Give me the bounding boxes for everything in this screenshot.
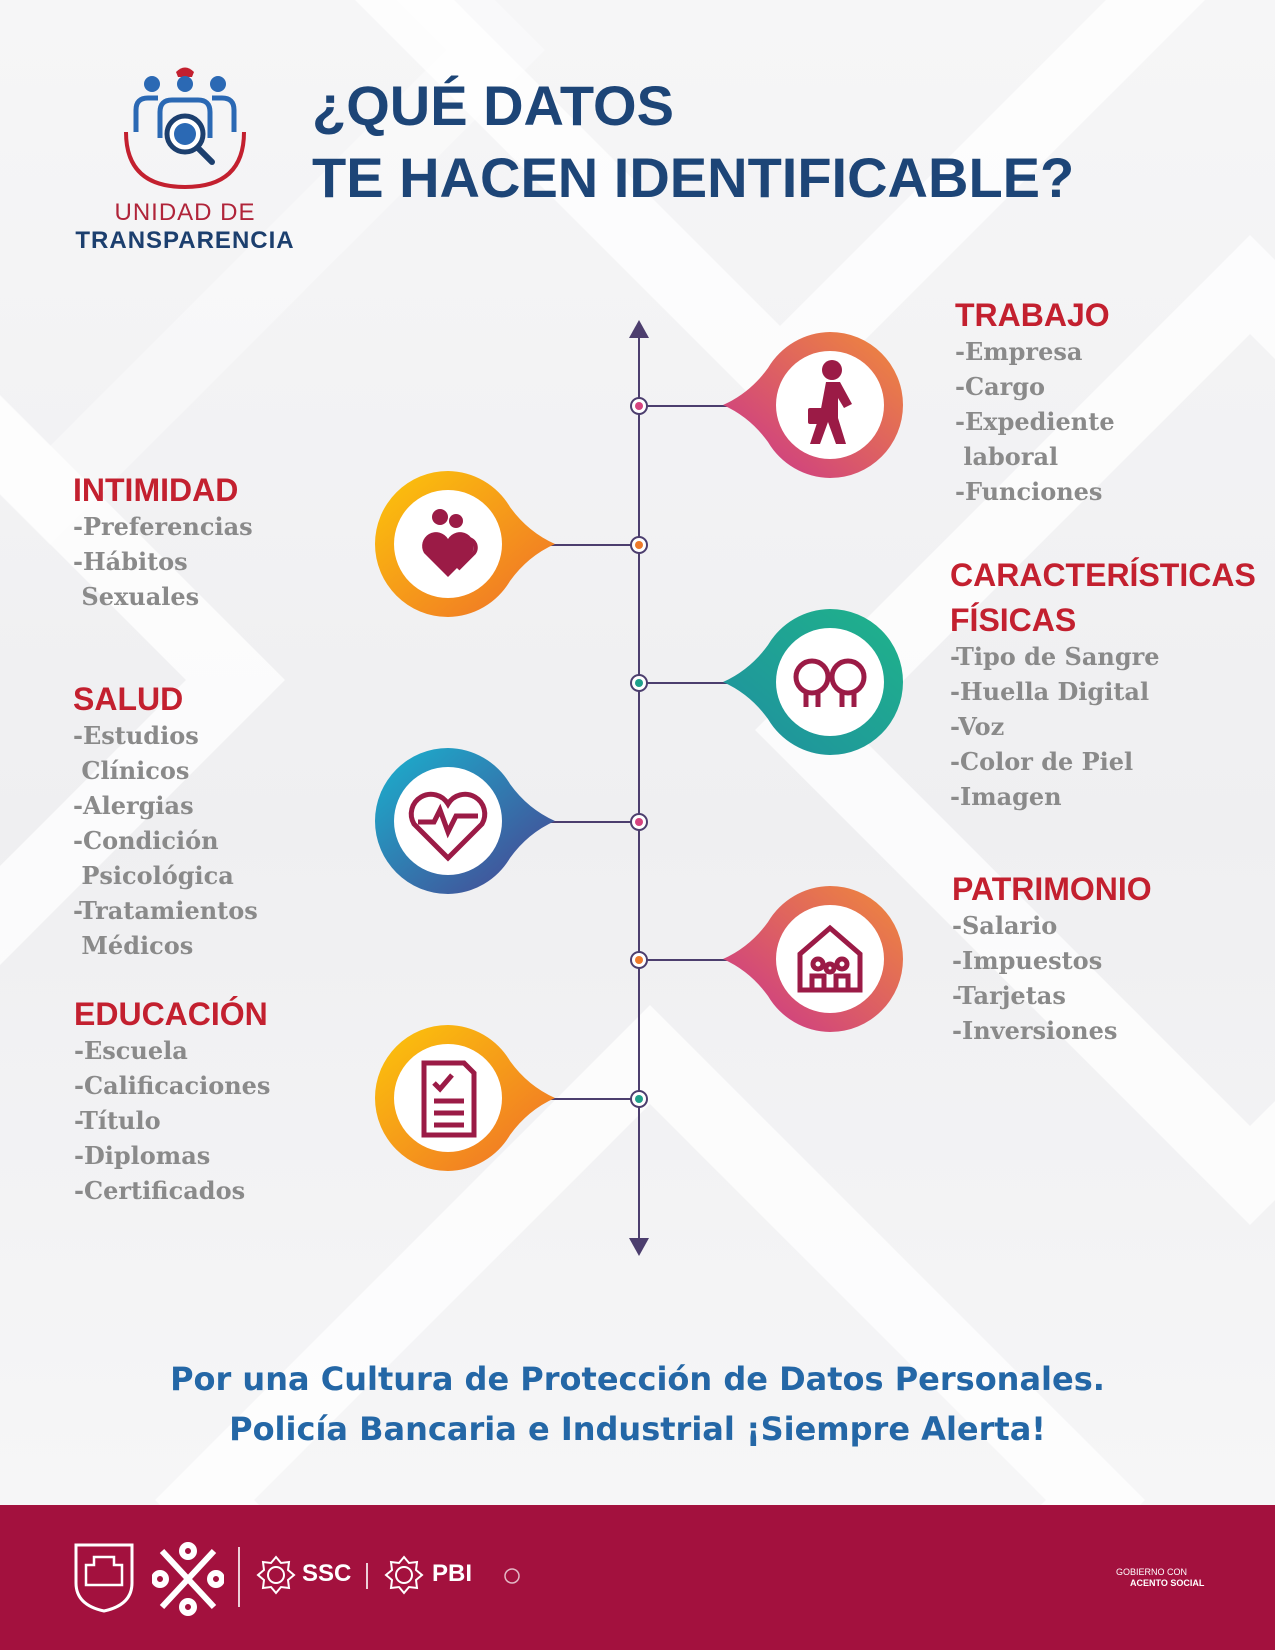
logo-line2: TRANSPARENCIA: [75, 227, 295, 254]
salud-item: Psicológica: [73, 861, 234, 890]
educacion-item: -Calificaciones: [74, 1071, 271, 1100]
caracteristicas-title-line1: CARACTERÍSTICAS: [950, 557, 1256, 593]
educacion-item: -Título: [74, 1106, 161, 1135]
educacion-item: -Diplomas: [74, 1141, 211, 1170]
caracteristicas-item: -Color de Piel: [950, 747, 1134, 776]
page-title: [312, 70, 1252, 214]
trabajo-item: -Funciones: [955, 477, 1103, 506]
patrimonio-bubble: [720, 864, 910, 1054]
connector-patrimonio: [639, 959, 729, 961]
timeline-dot-educacion: [630, 1090, 648, 1108]
caracteristicas-item: -Huella Digital: [950, 677, 1150, 706]
educacion-bubble: [368, 1003, 558, 1193]
timeline-dot-salud: [630, 813, 648, 831]
trabajo-item: -Expediente: [955, 407, 1115, 436]
title-line1: ¿QUÉ DATOS: [312, 74, 674, 137]
trabajo-item: laboral: [955, 442, 1059, 471]
caracteristicas-item: -Tipo de Sangre: [950, 642, 1160, 671]
patrimonio-item: -Impuestos: [952, 946, 1103, 975]
connector-trabajo: [639, 405, 729, 407]
timeline-arrow-up: [629, 320, 649, 338]
salud-category: [73, 680, 258, 963]
cdmx-knot-icon: [152, 1541, 224, 1617]
ssc-badge-icon: [256, 1555, 296, 1595]
patrimonio-title: PATRIMONIO: [952, 871, 1152, 907]
transparency-logo-icon: [120, 62, 250, 197]
trabajo-category: [955, 296, 1115, 509]
connector-intimidad: [548, 544, 639, 546]
timeline-dot-trabajo: [630, 397, 648, 415]
intimidad-category: [73, 471, 253, 614]
footer-ssc: SSC: [302, 1560, 352, 1587]
connector-caracteristicas: [639, 682, 729, 684]
caracteristicas-item: -Voz: [950, 712, 1005, 741]
educacion-title: EDUCACIÓN: [74, 996, 268, 1032]
educacion-item: -Escuela: [74, 1036, 188, 1065]
timeline-dot-caracteristicas: [630, 674, 648, 692]
trabajo-title: TRABAJO: [955, 297, 1110, 333]
footer-gobierno-line2: ACENTO SOCIAL: [1130, 1578, 1205, 1588]
caracteristicas-title-line2: FÍSICAS: [950, 602, 1077, 638]
salud-item: -Condición: [73, 826, 219, 855]
intimidad-title: INTIMIDAD: [73, 472, 239, 508]
footer-bar: [0, 1505, 1275, 1650]
connector-educacion: [548, 1098, 639, 1100]
footer-divider: [366, 1563, 368, 1589]
timeline-dot-patrimonio: [630, 951, 648, 969]
salud-item: -Estudios: [73, 721, 199, 750]
salud-title: SALUD: [73, 681, 184, 717]
salud-item: Clínicos: [73, 756, 190, 785]
educacion-category: [74, 995, 270, 1208]
caracteristicas-item: -Imagen: [950, 782, 1062, 811]
trabajo-bubble: [720, 310, 910, 500]
logo-line1: UNIDAD DE: [114, 199, 256, 226]
salud-item: -Tratamientos: [73, 896, 258, 925]
intimidad-item: -Preferencias: [73, 512, 253, 541]
patrimonio-item: -Tarjetas: [952, 981, 1066, 1010]
slogan-line2: Policía Bancaria e Industrial ¡Siempre Alerta!: [229, 1410, 1046, 1448]
title-line2: TE HACEN IDENTIFICABLE?: [312, 146, 1075, 209]
salud-bubble: [368, 726, 558, 916]
cdmx-shield-icon: [72, 1541, 136, 1613]
connector-salud: [548, 821, 639, 823]
salud-item: -Alergias: [73, 791, 194, 820]
timeline-axis: [638, 330, 640, 1250]
unidad-transparencia-logo: [70, 62, 300, 262]
intimidad-item: Sexuales: [73, 582, 200, 611]
caracteristicas-bubble: [720, 587, 910, 777]
footer-divider: [238, 1547, 240, 1607]
slogan-line1: Por una Cultura de Protección de Datos Personales.: [170, 1360, 1105, 1398]
trabajo-item: -Empresa: [955, 337, 1083, 366]
timeline-dot-intimidad: [630, 536, 648, 554]
footer-pbi: PBI: [432, 1560, 473, 1587]
patrimonio-item: -Inversiones: [952, 1016, 1118, 1045]
patrimonio-item: -Salario: [952, 911, 1058, 940]
salud-item: Médicos: [73, 931, 194, 960]
iso-seal-icon: [503, 1567, 521, 1585]
caracteristicas-category: [950, 556, 1256, 814]
patrimonio-category: [952, 870, 1152, 1048]
pbi-badge-icon: [384, 1555, 424, 1595]
intimidad-bubble: [368, 449, 558, 639]
footer-gobierno-line1: GOBIERNO CON: [1116, 1567, 1188, 1577]
educacion-item: -Certificados: [74, 1176, 246, 1205]
timeline-arrow-down: [629, 1238, 649, 1256]
trabajo-item: -Cargo: [955, 372, 1046, 401]
intimidad-item: -Hábitos: [73, 547, 188, 576]
